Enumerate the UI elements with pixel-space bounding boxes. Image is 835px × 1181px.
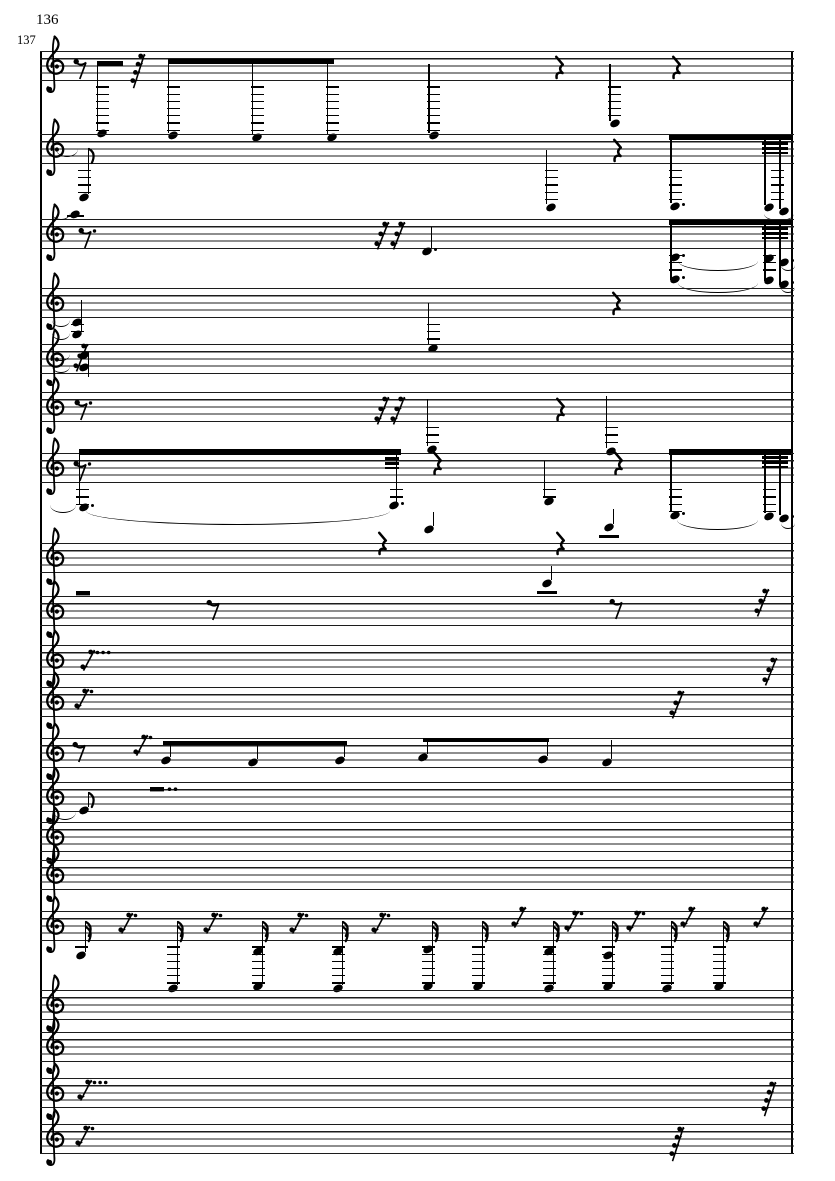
- tie: [678, 261, 758, 271]
- augmentation-dot: [682, 512, 685, 515]
- ledger-line: [608, 101, 621, 102]
- note-flag: [612, 921, 622, 947]
- ledger-line: [252, 968, 265, 969]
- treble-clef-icon: [42, 437, 66, 501]
- ledger-line: [427, 338, 440, 339]
- tremolo-beam: [762, 147, 788, 150]
- ledger-line: [543, 968, 556, 969]
- ledger-line: [427, 94, 440, 95]
- note-flag: [88, 792, 98, 813]
- ledger-line: [713, 982, 726, 983]
- ledger-line: [543, 982, 556, 983]
- beam: [79, 449, 401, 455]
- note-stem: [97, 63, 99, 131]
- tie: [677, 520, 758, 530]
- eighth-rest: [78, 226, 97, 249]
- ledger-line: [605, 434, 618, 435]
- ledger-line: [96, 94, 109, 95]
- augmentation-dot: [682, 203, 685, 206]
- note-stem: [779, 455, 781, 515]
- ledger-line: [251, 101, 264, 102]
- ledger-line: [252, 946, 265, 947]
- multi-flag-rest: [370, 912, 406, 937]
- ledger-line: [426, 427, 439, 428]
- ledger-line: [167, 86, 180, 87]
- ledger-line: [252, 982, 265, 983]
- note-stem: [327, 63, 329, 135]
- ledger-line: [669, 199, 682, 200]
- multi-flag-rest: [753, 588, 789, 619]
- note-flag: [88, 148, 98, 169]
- ledger-line: [602, 982, 615, 983]
- tie: [86, 511, 390, 525]
- staff-9-lines: [40, 596, 794, 626]
- treble-clef-icon: [42, 1108, 66, 1172]
- multi-flag-rest: [74, 1125, 110, 1150]
- ledger-line: [252, 961, 265, 962]
- staff-8-lines: [40, 543, 794, 573]
- ledger-line: [167, 982, 180, 983]
- ledger-line: [472, 975, 485, 976]
- note-stem: [396, 455, 398, 502]
- multi-flag-rest: [132, 734, 168, 759]
- ledger-line: [251, 115, 264, 116]
- ledger-line: [96, 101, 109, 102]
- ledger-line: [167, 115, 180, 116]
- ledger-line: [332, 975, 345, 976]
- ledger-line: [71, 324, 84, 325]
- ledger-line: [326, 122, 339, 123]
- note-stem: [670, 225, 672, 280]
- multi-flag-rest: [79, 649, 115, 674]
- ledger-line: [75, 946, 88, 947]
- ledger-line: [78, 177, 91, 178]
- note-stem: [81, 300, 83, 331]
- ledger-line: [661, 954, 674, 955]
- ledger-line: [326, 101, 339, 102]
- multi-flag-rest: [73, 688, 109, 713]
- ledger-line: [167, 946, 180, 947]
- multi-flag-rest: [679, 906, 715, 931]
- tremolo-beam: [762, 142, 788, 145]
- ledger-line: [427, 115, 440, 116]
- half-rest: [150, 787, 186, 795]
- ledger-line: [167, 968, 180, 969]
- ledger-line: [78, 192, 91, 193]
- ledger-line: [661, 975, 674, 976]
- note-stem: [170, 744, 172, 757]
- ledger-line: [427, 122, 440, 123]
- augmentation-dot: [682, 254, 685, 257]
- ledger-line: [669, 192, 682, 193]
- multi-flag-rest: [761, 657, 797, 688]
- ledger-line: [167, 108, 180, 109]
- quarter-rest: [554, 398, 567, 421]
- ledger-line: [96, 108, 109, 109]
- beam: [423, 738, 549, 742]
- ledger-line: [602, 968, 615, 969]
- treble-clef-icon: [42, 376, 66, 440]
- ledger-line: [472, 954, 485, 955]
- note-stem: [427, 741, 429, 754]
- ledger-line: [545, 170, 558, 171]
- ledger-line: [661, 946, 674, 947]
- ledger-line: [605, 442, 618, 443]
- note-stem: [344, 744, 346, 757]
- multi-flag-rest: [389, 221, 425, 252]
- tremolo-beam: [762, 152, 788, 155]
- ledger-line: [251, 130, 264, 131]
- augmentation-dot: [91, 504, 94, 507]
- half-rest: [76, 591, 112, 599]
- ledger-line: [669, 496, 682, 497]
- ledger-line: [771, 177, 784, 178]
- note-stem: [547, 741, 549, 756]
- ledger-line: [71, 331, 84, 332]
- note-flag: [262, 921, 272, 947]
- ledger-line: [251, 86, 264, 87]
- ledger-line: [422, 961, 435, 962]
- multi-flag-rest: [625, 910, 661, 935]
- note-stem: [544, 461, 546, 498]
- note-flag: [342, 921, 352, 947]
- tremolo-beam: [762, 232, 788, 235]
- note-head: [69, 209, 80, 219]
- ledger-line: [543, 496, 556, 497]
- ledger-line: [608, 115, 621, 116]
- note-stem: [257, 744, 259, 759]
- note-flag: [723, 921, 733, 947]
- note-stem: [613, 509, 615, 524]
- ledger-line: [669, 489, 682, 490]
- ledger-line: [332, 982, 345, 983]
- ledger-line: [167, 975, 180, 976]
- ledger-line: [545, 184, 558, 185]
- ledger-line: [763, 255, 776, 256]
- ledger-line: [390, 489, 403, 490]
- ledger-line: [763, 269, 776, 270]
- ledger-line: [76, 504, 89, 505]
- ledger-line: [332, 968, 345, 969]
- ledger-line: [543, 961, 556, 962]
- ledger-line: [599, 535, 619, 538]
- ledger-line: [661, 968, 674, 969]
- ledger-line: [545, 192, 558, 193]
- note-stem: [764, 140, 766, 205]
- ledger-line: [713, 975, 726, 976]
- note-stem: [431, 227, 433, 248]
- eighth-rest: [609, 597, 628, 620]
- ledger-line: [427, 130, 440, 131]
- ledger-line: [602, 946, 615, 947]
- ledger-line: [167, 94, 180, 95]
- ledger-line: [390, 496, 403, 497]
- augmentation-dot: [791, 515, 794, 518]
- ledger-line: [763, 496, 776, 497]
- tremolo-beam: [762, 461, 788, 464]
- note-stem: [611, 740, 613, 759]
- ledger-line: [326, 130, 339, 131]
- ledger-line: [608, 94, 621, 95]
- multi-flag-rest: [76, 1079, 112, 1104]
- multi-flag-rest: [129, 53, 165, 91]
- ledger-line: [472, 968, 485, 969]
- ledger-line: [427, 101, 440, 102]
- ledger-line: [326, 115, 339, 116]
- beam: [669, 220, 791, 225]
- ledger-line: [326, 94, 339, 95]
- multi-flag-rest: [563, 910, 599, 935]
- ledger-line: [602, 975, 615, 976]
- ledger-line: [422, 968, 435, 969]
- multi-flag-rest: [202, 912, 238, 937]
- note-stem: [779, 225, 781, 285]
- augmentation-dot: [401, 502, 404, 505]
- ledger-line: [669, 255, 682, 256]
- tremolo-beam: [762, 237, 788, 240]
- ledger-line: [252, 975, 265, 976]
- multi-flag-rest: [668, 690, 704, 721]
- ledger-line: [669, 511, 682, 512]
- ledger-line: [422, 954, 435, 955]
- ledger-line: [763, 489, 776, 490]
- ledger-line: [326, 86, 339, 87]
- ledger-line: [763, 262, 776, 263]
- quarter-rest: [431, 452, 444, 475]
- note-stem: [252, 63, 254, 135]
- staff-10-lines: [40, 645, 794, 675]
- ledger-line: [326, 108, 339, 109]
- tie: [50, 505, 76, 513]
- ledger-line: [537, 591, 557, 594]
- note-stem: [764, 225, 766, 281]
- ledger-line: [713, 946, 726, 947]
- ledger-line: [661, 982, 674, 983]
- multi-flag-rest: [389, 396, 425, 427]
- tremolo-beam: [762, 466, 788, 469]
- ledger-line: [543, 954, 556, 955]
- ledger-line: [545, 199, 558, 200]
- ledger-line: [608, 86, 621, 87]
- ledger-line: [167, 954, 180, 955]
- ledger-line: [78, 170, 91, 171]
- measure-number-137: 137: [17, 33, 36, 47]
- staff-15-lines: [40, 860, 794, 890]
- note-flag: [177, 921, 187, 947]
- ledger-line: [427, 86, 440, 87]
- ledger-line: [543, 946, 556, 947]
- ledger-line: [332, 954, 345, 955]
- note-stem: [88, 352, 90, 377]
- ledger-line: [332, 946, 345, 947]
- quarter-rest: [612, 452, 625, 475]
- staff-19-lines: [40, 1078, 794, 1108]
- ledger-line: [713, 961, 726, 962]
- ledger-line: [669, 504, 682, 505]
- multi-flag-rest: [668, 1126, 704, 1164]
- note-head: [388, 500, 399, 510]
- quarter-rest: [553, 56, 566, 79]
- ledger-line: [771, 184, 784, 185]
- ledger-line: [472, 961, 485, 962]
- eighth-rest: [206, 598, 225, 621]
- eighth-rest: [74, 398, 93, 421]
- staff-14-lines: [40, 822, 794, 852]
- staff-18-lines: [40, 1032, 794, 1062]
- note-stem: [551, 566, 553, 580]
- eighth-rest: [72, 740, 91, 763]
- note-flag: [482, 921, 492, 947]
- ledger-line: [426, 434, 439, 435]
- ledger-line: [427, 108, 440, 109]
- ledger-line: [661, 961, 674, 962]
- ledger-line: [251, 94, 264, 95]
- ledger-line: [763, 511, 776, 512]
- quarter-rest: [670, 56, 683, 79]
- augmentation-dot: [791, 259, 794, 262]
- multi-flag-rest: [72, 343, 108, 374]
- ledger-line: [472, 946, 485, 947]
- quarter-rest: [610, 292, 623, 315]
- ledger-line: [771, 199, 784, 200]
- ledger-line: [422, 946, 435, 947]
- note-flag: [553, 921, 563, 947]
- quarter-rest: [611, 139, 624, 162]
- staff-5-lines: [40, 344, 794, 374]
- ledger-line: [96, 122, 109, 123]
- ledger-line: [669, 170, 682, 171]
- tremolo-beam: [762, 227, 788, 230]
- ledger-line: [251, 108, 264, 109]
- ledger-line: [78, 184, 91, 185]
- ledger-line: [669, 184, 682, 185]
- ledger-line: [669, 269, 682, 270]
- eighth-rest: [73, 459, 92, 482]
- note-stem: [427, 399, 429, 446]
- beam: [163, 741, 347, 745]
- ledger-line: [713, 954, 726, 955]
- ledger-line: [602, 954, 615, 955]
- ledger-line: [167, 122, 180, 123]
- ledger-line: [472, 982, 485, 983]
- quarter-rest: [554, 532, 567, 555]
- ledger-line: [426, 442, 439, 443]
- staff-17-lines: [40, 990, 794, 1020]
- treble-clef-icon: [42, 35, 66, 99]
- multi-flag-rest: [752, 906, 788, 931]
- multi-flag-rest: [288, 912, 324, 937]
- ledger-line: [167, 961, 180, 962]
- ledger-line: [96, 86, 109, 87]
- tremolo-beam: [762, 456, 788, 459]
- ledger-line: [669, 177, 682, 178]
- ledger-line: [76, 489, 89, 490]
- note-stem: [433, 512, 435, 526]
- beam: [669, 135, 791, 140]
- multi-flag-rest: [760, 1081, 796, 1119]
- ledger-line: [608, 108, 621, 109]
- multi-flag-rest: [117, 912, 153, 937]
- augmentation-dot: [434, 248, 437, 251]
- ledger-line: [771, 192, 784, 193]
- ledger-line: [713, 968, 726, 969]
- multi-flag-rest: [510, 906, 546, 931]
- note-flag: [85, 921, 95, 947]
- ledger-line: [543, 975, 556, 976]
- ledger-line: [543, 489, 556, 490]
- staff-7-lines: [40, 453, 794, 483]
- eighth-rest: [73, 57, 92, 80]
- ledger-line: [427, 324, 440, 325]
- ledger-line: [427, 331, 440, 332]
- ledger-line: [167, 101, 180, 102]
- note-stem: [670, 140, 672, 203]
- ledger-line: [332, 961, 345, 962]
- ledger-line: [422, 975, 435, 976]
- ledger-line: [252, 954, 265, 955]
- ledger-line: [167, 130, 180, 131]
- ledger-line: [763, 504, 776, 505]
- note-stem: [609, 64, 611, 121]
- augmentation-dot: [682, 276, 685, 279]
- ledger-line: [96, 115, 109, 116]
- beam: [97, 61, 123, 66]
- beam: [669, 449, 791, 455]
- ledger-line: [602, 961, 615, 962]
- ledger-line: [771, 170, 784, 171]
- staff-4-lines: [40, 288, 794, 318]
- quarter-rest: [376, 532, 389, 555]
- note-stem: [606, 396, 608, 448]
- note-flag: [432, 921, 442, 947]
- ledger-line: [76, 496, 89, 497]
- ledger-line: [96, 130, 109, 131]
- ledger-line: [605, 427, 618, 428]
- treble-clef-icon: [42, 895, 66, 959]
- ledger-line: [545, 177, 558, 178]
- ledger-line: [251, 122, 264, 123]
- measure-number-136: 136: [36, 12, 59, 28]
- ledger-line: [422, 982, 435, 983]
- augmentation-dot: [791, 281, 794, 284]
